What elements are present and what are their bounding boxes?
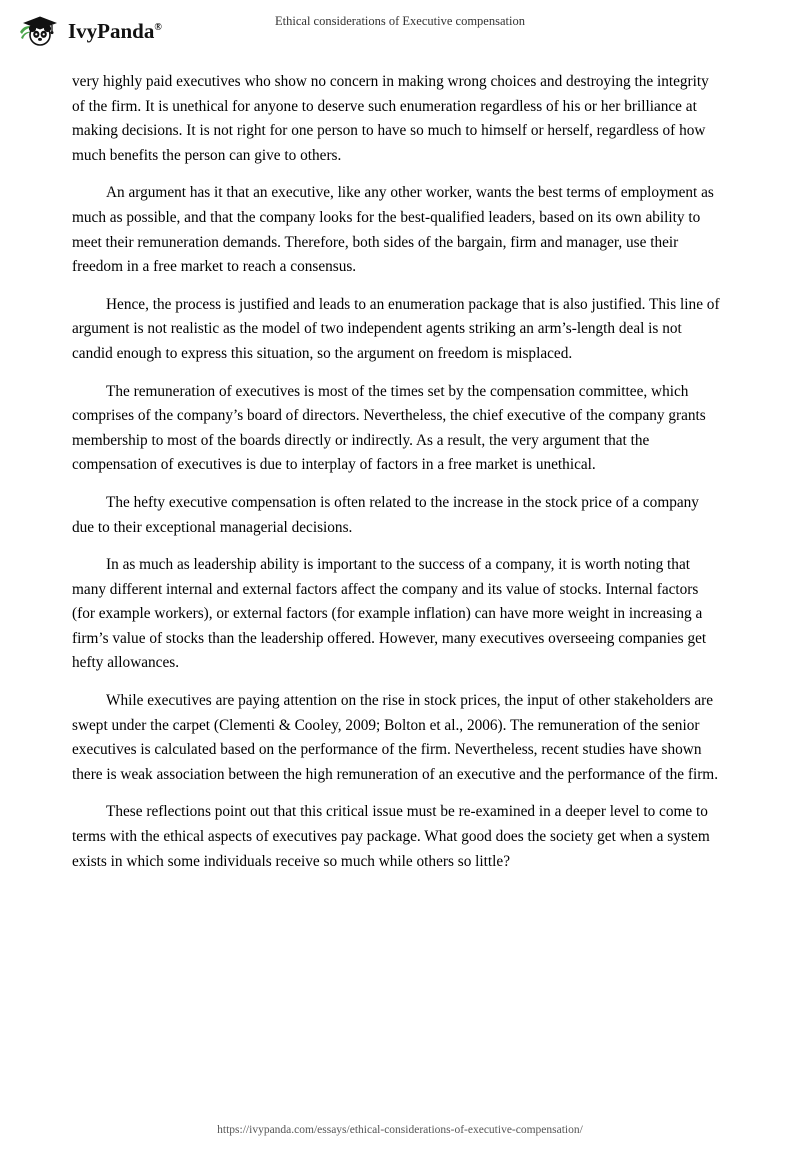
page-header (0, 0, 800, 58)
running-title: Ethical considerations of Executive compensation (275, 14, 525, 28)
brand-name: IvyPanda® (68, 18, 162, 43)
paragraph: While executives are paying attention on the rise in stock prices, the input of other stakeholders are swept under the carpet (Clementi & Cooley, 2009; Bolton et al., 2006). The remuneration of the senior executives is calculated based on the performance of the firm. Nevertheless, recent studies have shown there is weak association between the high remuneration of an executive and the performance of the firm. (72, 692, 719, 783)
page-footer (0, 1124, 800, 1136)
paragraph: The remuneration of executives is most of the times set by the compensation committee, which comprises of the company’s board of directors. Nevertheless, the chief executive of the company grants membership to most of the boards directly or indirectly. As a result, the very argument that the compensation of executives is due to interplay of factors in a free market is unethical. (72, 382, 706, 474)
source-url-link[interactable]: https://ivypanda.com/essays/ethical-considerations-of-executive-compensation/ (217, 1124, 583, 1136)
paragraph: Hence, the process is justified and leads to an enumeration package that is also justified. This line of argument is not realistic as the model of two independent agents striking an arm’s-length deal is not candid enough to express this situation, so the argument on freedom is misplaced. (72, 295, 720, 362)
paragraph: An argument has it that an executive, like any other worker, wants the best terms of employment as much as possible, and that the company looks for the best-qualified leaders, based on its own ability to meet their remuneration demands. Therefore, both sides of the bargain, firm and manager, use their freedom in a free market to reach a consensus. (72, 184, 714, 276)
paragraph: These reflections point out that this critical issue must be re-examined in a deeper level to come to terms with the ethical aspects of executives pay package. What good does the society get when a system exists in which some individuals receive so much while others so little? (72, 803, 710, 870)
registered-mark: ® (154, 21, 162, 33)
document-body (72, 70, 722, 887)
paragraph: very highly paid executives who show no concern in making wrong choices and destroying the integrity of the firm. It is unethical for anyone to deserve such enumeration regardless of his or her brilliance at making decisions. It is not right for one person to have so much to himself or herself, regardless of how much benefits the person can give to others. (72, 73, 709, 164)
paragraph: The hefty executive compensation is often related to the increase in the stock price of a company due to their exceptional managerial decisions. (72, 493, 699, 536)
paragraph: In as much as leadership ability is important to the success of a company, it is worth noting that many different internal and external factors affect the company and its value of stocks. Internal factors (for example workers), or external factors (for example inflation) can have more weight in increasing a firm’s value of stocks than the leadership offered. However, many executives overseeing companies get hefty allowances. (72, 556, 707, 672)
